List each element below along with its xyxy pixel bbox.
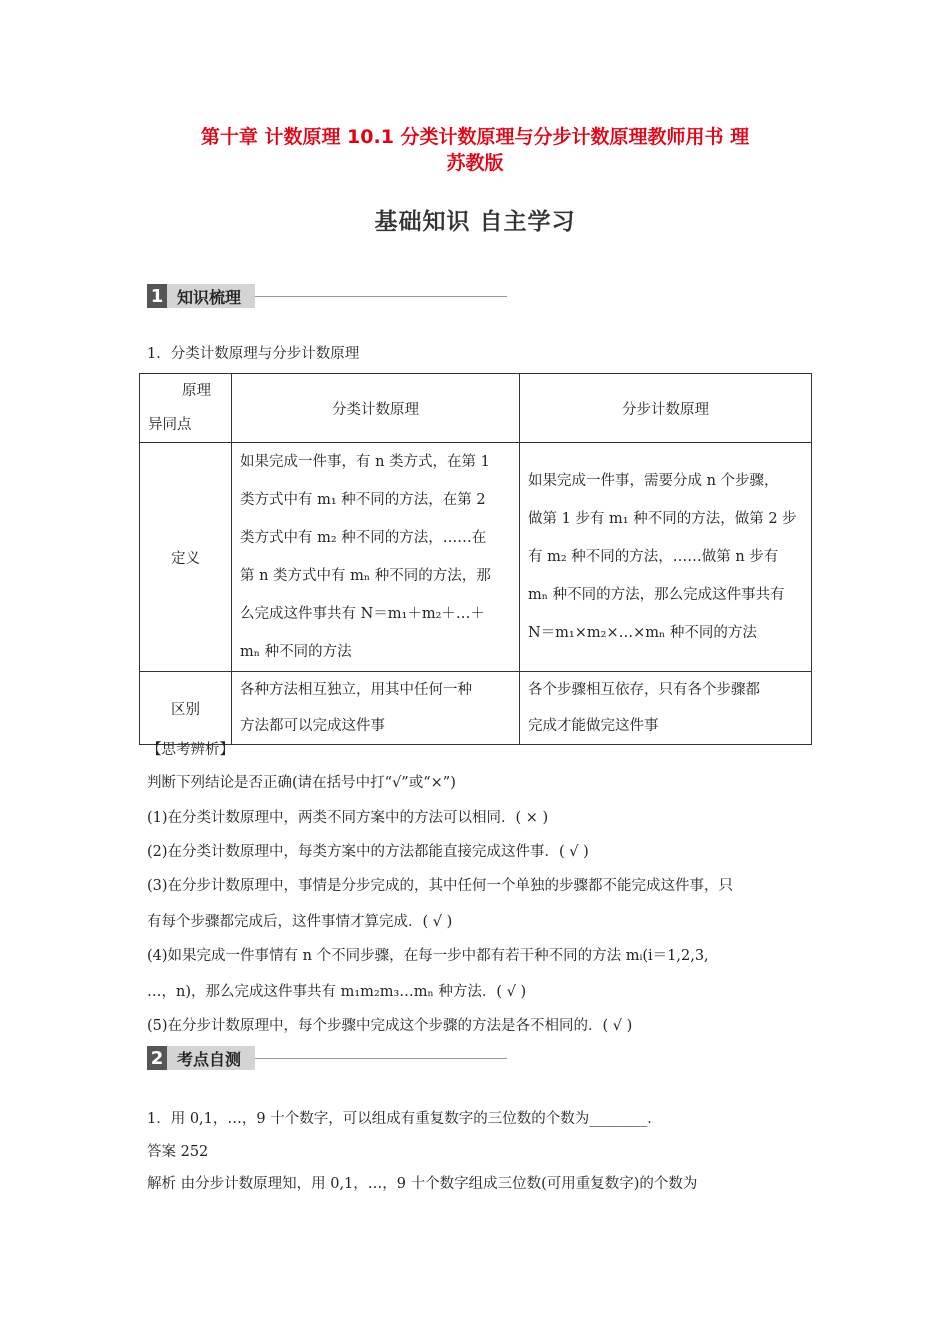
think-item-5: (5)在分步计数原理中，每个步骤中完成这个步骤的方法是各不相同的．( √ ) [147, 1018, 633, 1034]
think-item-2: (2)在分类计数原理中，每类方案中的方法都能直接完成这件事．( √ ) [147, 844, 589, 860]
text-line: 么完成这件事共有 N＝m₁＋m₂＋…＋ [240, 606, 485, 622]
think-item-4b: …，n)，那么完成这件事共有 m₁m₂m₃…mₙ 种方法．( √ ) [147, 984, 527, 1000]
cell-definition-step [520, 443, 812, 672]
comparison-table [139, 373, 812, 745]
row-label-difference: 区别 [140, 672, 232, 745]
think-item-3b: 有每个步骤都完成后，这件事情才算完成．( √ ) [147, 914, 453, 930]
row-label-definition: 定义 [140, 443, 232, 672]
corner-bottom: 异同点 [148, 417, 192, 433]
exercise-question-1: 1．用 0,1，…，9 十个数字，可以组成有重复数字的三位数的个数为________． [147, 1111, 662, 1127]
cell-difference-classify [232, 672, 520, 745]
text-line: 如果完成一件事，需要分成 n 个步骤， [528, 473, 779, 489]
text-line: 如果完成一件事，有 n 类方式，在第 1 [240, 454, 490, 470]
exercise-analysis: 解析 由分步计数原理知，用 0,1，…，9 十个数字组成三位数(可用重复数字)的个数为 [147, 1176, 698, 1192]
section-rule [255, 296, 507, 297]
text-line: 第 n 类方式中有 mₙ 种不同的方法，那 [240, 568, 491, 584]
corner-cell [140, 374, 232, 443]
text-line: 类方式中有 m₂ 种不同的方法，……在 [240, 530, 487, 546]
think-heading: 【思考辨析】 [147, 742, 234, 758]
section-number: 1 [147, 284, 167, 308]
think-intro: 判断下列结论是否正确(请在括号中打“√”或“×”) [147, 775, 456, 791]
col-header-step: 分步计数原理 [520, 374, 812, 443]
section-header-test [147, 1046, 507, 1070]
subtitle: 基础知识 自主学习 [374, 209, 576, 235]
title-line2: 苏教版 [446, 152, 504, 174]
col-header-classify: 分类计数原理 [232, 374, 520, 443]
text-line: 完成才能做完这件事 [528, 718, 659, 734]
text-line: 类方式中有 m₁ 种不同的方法，在第 2 [240, 492, 486, 508]
text-line: mₙ 种不同的方法，那么完成这件事共有 [528, 587, 785, 603]
section-number: 2 [147, 1046, 167, 1070]
section-header-knowledge [147, 284, 507, 308]
think-item-4a: (4)如果完成一件事情有 n 个不同步骤，在每一步中都有若干种不同的方法 mᵢ(i＝1,2,3, [147, 948, 709, 964]
title-line1: 第十章 计数原理 10.1 分类计数原理与分步计数原理教师用书 理 [200, 126, 750, 148]
think-item-1: (1)在分类计数原理中，两类不同方案中的方法可以相同．( × ) [147, 810, 549, 826]
table-row-definition [140, 443, 812, 672]
exercise-answer: 答案 252 [147, 1144, 209, 1160]
section-rule [255, 1058, 507, 1059]
table-caption: 1．分类计数原理与分步计数原理 [147, 346, 360, 362]
section-label: 知识梳理 [167, 284, 255, 308]
think-item-3a: (3)在分步计数原理中，事情是分步完成的，其中任何一个单独的步骤都不能完成这件事，只 [147, 878, 734, 894]
table-header-row [140, 374, 812, 443]
text-line: mₙ 种不同的方法 [240, 644, 352, 660]
text-line: N＝m₁×m₂×…×mₙ 种不同的方法 [528, 625, 757, 641]
text-line: 方法都可以完成这件事 [240, 718, 385, 734]
text-line: 做第 1 步有 m₁ 种不同的方法，做第 2 步 [528, 511, 797, 527]
cell-definition-classify [232, 443, 520, 672]
table-row-difference [140, 672, 812, 745]
text-line: 各个步骤相互依存，只有各个步骤都 [528, 682, 760, 698]
cell-difference-step [520, 672, 812, 745]
section-label: 考点自测 [167, 1046, 255, 1070]
document-title [130, 124, 820, 176]
text-line: 各种方法相互独立，用其中任何一种 [240, 682, 472, 698]
text-line: 有 m₂ 种不同的方法，……做第 n 步有 [528, 549, 779, 565]
corner-top: 原理 [182, 383, 211, 399]
